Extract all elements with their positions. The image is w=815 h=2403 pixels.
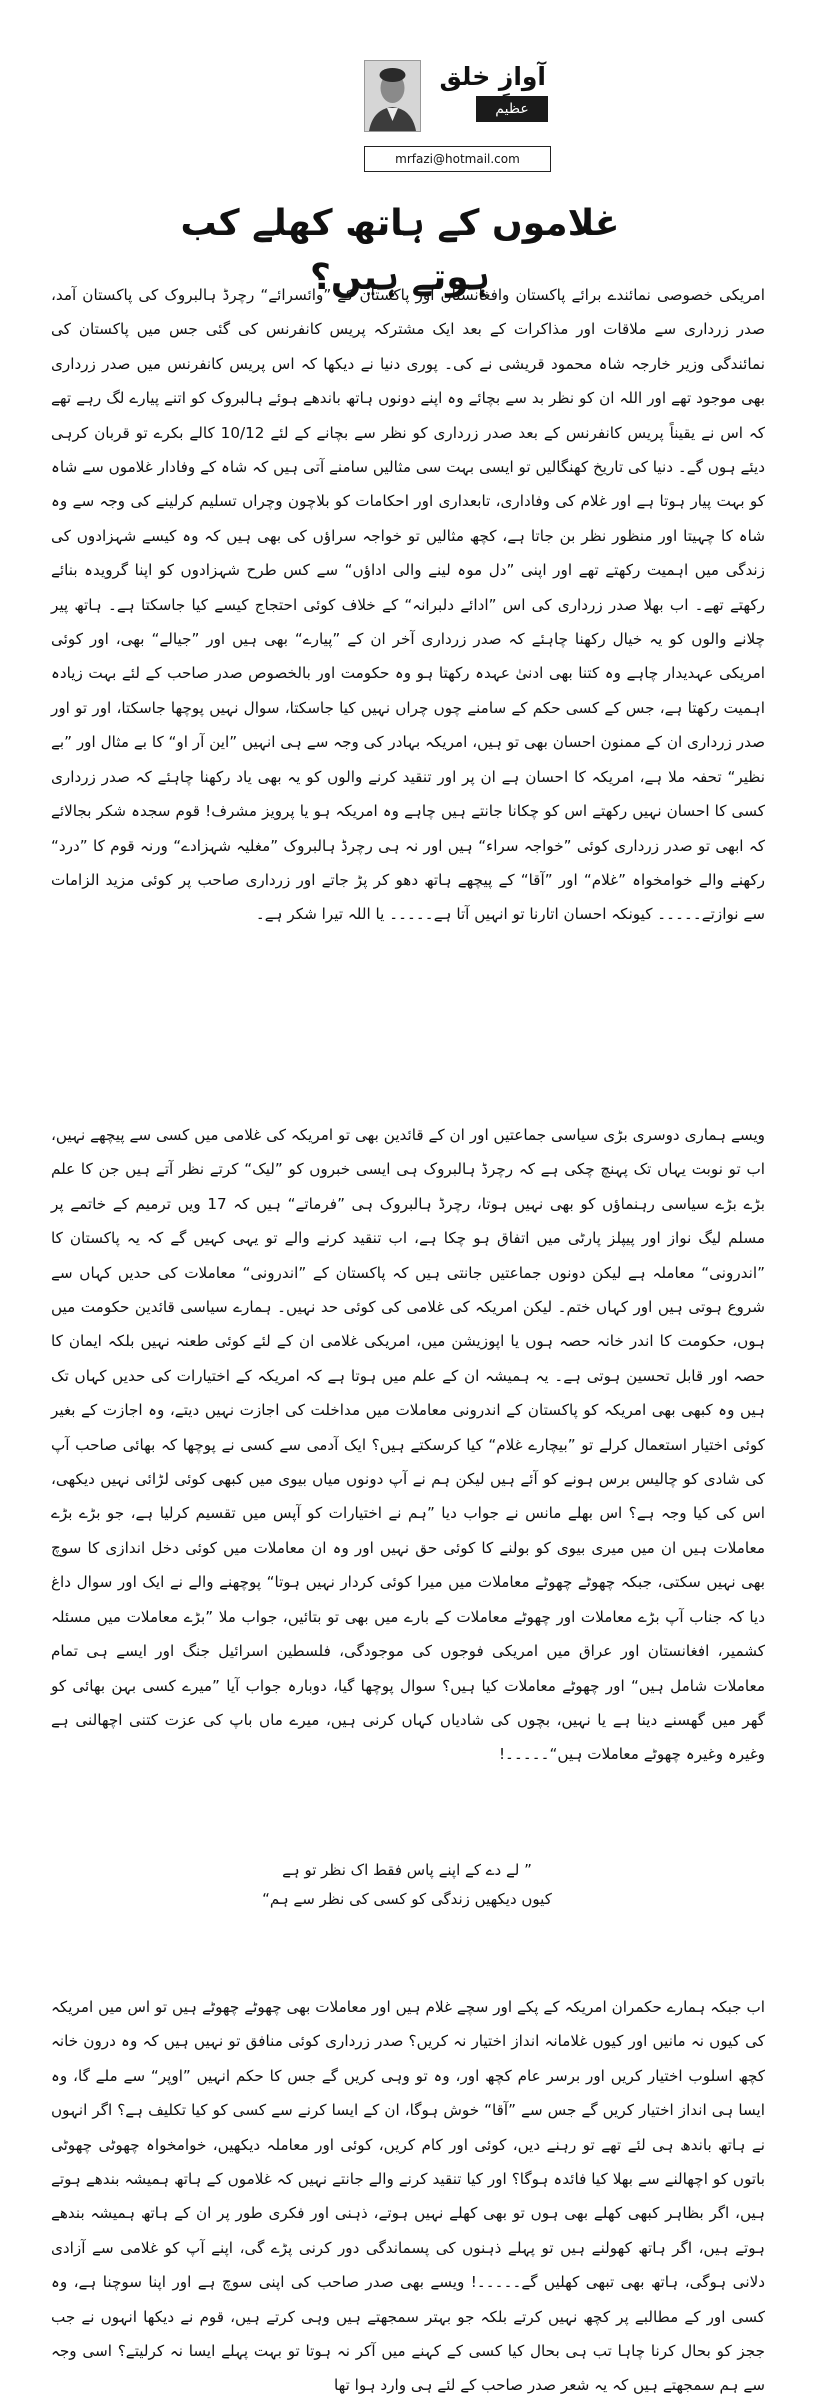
article-paragraph-1: امریکی خصوصی نمائندے برائے پاکستان وافغانستان اور پاکستان کے ”وائسرائے“ رچرڈ ہالبروک کی پاکستان آمد، صدر زرداری سے ملاقات اور مذاکرات کے بعد ایک مشترکہ پریس کانفرنس کی گئی جس میں پاکستان کی نمائندگی وزیر خارجہ شاہ محمود قریشی نے کی۔ پوری دنیا نے دیکھا کہ اس پریس کانفرنس میں صدر زرداری بھی موجود تھے اور اللہ ان کو نظر بد سے بچائے وہ اپنے دونوں ہاتھ باندھے ہوئے ہالبروک کو اتنے پیارے لگ رہے تھے کہ اس نے یقیناً پریس کانفرنس کے بعد صدر زرداری کو نظر سے بچانے کے لئے 10/12 کالے بکرے تو قربان کرہی دیئے ہوں گے۔ دنیا کی تاریخ کھنگالیں تو ایسی بہت سی مثالیں سامنے آتی ہیں کہ شاہ کے وفادار غلاموں سے شاہ کو بہت پیار ہوتا ہے اور غلام کی وفاداری، تابعداری اور احکامات کو بلاچون وچراں تسلیم کرلینے کی وجہ سے وہ شاہ کا چہیتا اور منظور نظر بن جاتا ہے، کچھ مثالیں تو خواجہ سراؤں کی بھی ہیں کہ وہ کیسے شہزادوں کی زندگی میں اہمیت رکھتے تھے اور اپنی ”دل موہ لینے والی اداؤں“ سے کس طرح شہزادوں کو اپنا گرویدہ بنائے رکھتے تھے۔ اب بھلا صدر زرداری کی اس ”ادائے دلبرانہ“ کے خلاف کوئی احتجاج کیسے کیا جاسکتا ہے۔ ہاتھ پیر چلانے والوں کو یہ خیال رکھنا چاہئے کہ صدر زرداری آخر ان کے ”پیارے“ بھی ہیں اور ”جیالے“ بھی، اور کوئی امریکی عہدیدار چاہے وہ کتنا بھی ادنیٰ عہدہ رکھتا ہو وہ حکومت اور بالخصوص صدر صاحب کے لئے بہت زیادہ اہمیت رکھتا ہے، جس کے کسی حکم کے سامنے چوں چراں نہیں کیا جاسکتا، سوال نہیں پوچھا جاسکتا، اور تو اور صدر زرداری ان کے ممنون احسان بھی تو ہیں، امریکہ بہادر کی وجہ سے ہی انہیں ”این آر او“ کا بے مثال اور ”بے نظیر“ تحفہ ملا ہے، امریکہ کا احسان ہے ان پر اور تنقید کرنے والوں کو یہ بھی یاد رکھنا چاہئے کہ صدر زرداری کسی کا احسان نہیں رکھتے اس کو چکانا جانتے ہیں چاہے وہ امریکہ ہو یا پرویز مشرف! قوم سجدہ شکر بجالائے کہ ابھی تو صدر زرداری کوئی ”خواجہ سراء“ ہیں اور نہ ہی رچرڈ ہالبروک ”مغلیہ شہزادے“ ورنہ قوم کا ”درد“ رکھنے والے خوامخواہ ”غلام“ اور ”آقا“ کے پیچھے ہاتھ دھو کر پڑ جاتے اور زرداری صاحب پر کوئی مزید الزامات سے نوازتے۔۔۔۔۔ کیونکہ احسان اتارنا تو انہیں آتا ہے۔۔۔۔۔ یا اللہ تیرا شکر ہے۔ bbox=[51, 286, 765, 924]
closing-verse-line-2: کیوں دیکھیں زندگی کو کسی کی نظر سے ہم“ bbox=[262, 1890, 552, 1908]
article-paragraph-2: ویسے ہماری دوسری بڑی سیاسی جماعتیں اور ان کے قائدین بھی تو امریکہ کی غلامی میں کسی سے پیچھے نہیں، اب تو نوبت یہاں تک پہنچ چکی ہے کہ رچرڈ ہالبروک ہی ایسی خبروں کو ”لیک“ کرتے نظر آتے ہیں جن کا علم بڑے بڑے سیاسی رہنماؤں کو بھی نہیں ہوتا، رچرڈ ہالبروک ہی ”فرماتے“ ہیں کہ 17 ویں ترمیم کے خاتمے پر مسلم لیگ نواز اور پیپلز پارٹی میں اتفاق ہو چکا ہے، اب تنقید کرنے والے تو یہی کہیں گے کہ یہ پاکستان کا ”اندرونی“ معاملہ ہے لیکن دونوں جماعتیں جانتی ہیں کہ پاکستان کے ”اندرونی“ معاملات کی حدیں کہاں سے شروع ہوتی ہیں اور کہاں ختم۔ لیکن امریکہ کی غلامی کی کوئی حد نہیں۔ ہمارے سیاسی قائدین حکومت میں ہوں، حکومت کا اندر خانہ حصہ ہوں یا اپوزیشن میں، امریکی غلامی ان کے لئے کوئی طعنہ نہیں بلکہ ایمان کا حصہ اور قابل تحسین ہوتی ہے۔ یہ ہمیشہ ان کے علم میں ہوتا ہے کہ امریکہ کے اختیارات کی حدیں کہاں تک ہیں وہ کبھی بھی امریکہ کو پاکستان کے اندرونی معاملات میں مداخلت کی اجازت نہیں دیتے، وہ اجازت کے بغیر کوئی اختیار استعمال کرلے تو ”بیچارے غلام“ کیا کرسکتے ہیں؟ ایک آدمی سے کسی نے پوچھا کہ بھائی صاحب آپ کی شادی کو چالیس برس ہونے کو آئے ہیں لیکن ہم نے آپ دونوں میاں بیوی میں کبھی کوئی لڑائی نہیں دیکھی، اس کی کیا وجہ ہے؟ اس بھلے مانس نے جواب دیا ”ہم نے اختیارات کو آپس میں تقسیم کرلیا ہے، جو بڑے بڑے معاملات ہیں ان میں میری بیوی کو بولنے کا کوئی حق نہیں اور وہ ان معاملات میں کوئی دخل اندازی کا سوچ بھی نہیں سکتی، جبکہ چھوٹے چھوٹے معاملات میں میرا کوئی کردار نہیں ہوتا“ پوچھنے والے نے ایک اور سوال داغ دیا کہ جناب آپ بڑے معاملات اور چھوٹے معاملات کے بارے میں بھی تو بتائیں، جواب ملا ”بڑے معاملات میں مسئلہ کشمیر، افغانستان اور عراق میں امریکی فوجوں کی موجودگی، فلسطین اسرائیل جنگ اور ایسے ہی تمام معاملات شامل ہیں“ اور چھوٹے معاملات کیا ہیں؟ سوال پوچھا گیا، دوبارہ جواب آیا ”میرے کسی بہن بھائی کو گھر میں گھسنے دینا ہے یا نہیں، بچوں کی شادیاں کہاں کرنی ہیں، میرے ماں باپ کی عزت کتنی اچھالنی ہے وغیرہ وغیرہ چھوٹے معاملات ہیں“۔۔۔۔۔! bbox=[51, 1126, 765, 1764]
author-email: mrfazi@hotmail.com bbox=[364, 146, 551, 172]
author-photo bbox=[364, 60, 421, 132]
article-paragraph-3: اب جبکہ ہمارے حکمران امریکہ کے پکے اور سچے غلام ہیں اور معاملات بھی چھوٹے چھوٹے ہیں تو اس میں امریکہ کی کیوں نہ مانیں اور کیوں غلامانہ انداز اختیار نہ کریں؟ صدر زرداری کوئی منافق تو نہیں ہیں کہ وہ درون خانہ کچھ اسلوب اختیار کریں اور برسر عام کچھ اور، وہ تو وہی کریں گے جس کا حکم انہیں ”اوپر“ سے ملے گا، وہ ایسا ہی انداز اختیار کریں گے جس سے ”آقا“ خوش ہوگا، ان کے ایسا کرنے سے کسی کو کیا تکلیف ہے؟ اگر انہوں نے ہاتھ باندھ ہی لئے تھے تو رہنے دیں، کوئی اور کام کریں، کوئی اور معاملہ دیکھیں، خوامخواہ چھوٹی چھوٹی باتوں کو اچھالنے سے بھلا کیا فائدہ ہوگا؟ اور کیا تنقید کرنے والے جانتے نہیں کہ غلاموں کے ہاتھ ہمیشہ بندھے ہوتے ہیں، اگر بظاہر کبھی کھلے بھی ہوں تو بھی کھلے نہیں ہوتے، ذہنی اور فکری طور پر ان کے ہاتھ ہمیشہ بندھے ہوتے ہیں، اگر ہاتھ کھولنے ہیں تو پہلے ذہنوں کی پسماندگی دور کرنی پڑے گی، اپنے آپ کو غلامی سے آزادی دلانی ہوگی، ہاتھ بھی تبھی کھلیں گے۔۔۔۔۔! ویسے بھی صدر صاحب کی اپنی سوچ ہے اور اپنا سوچنا ہے، وہ کسی اور کے مطالبے پر کچھ نہیں کرتے بلکہ جو بہتر سمجھتے ہیں وہی کرتے ہیں، قوم نے دیکھا انہوں نے جب ججز کو بحال کرنا چاہا تب ہی بحال کیا کسی کے کہنے میں آکر نہ ہوتا تو بہت پہلے ایسا نہ کرلیتے؟ اسی وجہ سے ہم سمجھتے ہیں کہ یہ شعر صدر صاحب کے لئے ہی وارد ہوا تھا bbox=[51, 1998, 765, 2395]
article-headline: غلاموں کے ہاتھ کھلے کب ہوتے ہیں؟ bbox=[180, 203, 620, 298]
column-name: آوازِ خلق bbox=[439, 62, 546, 91]
author-portrait-icon bbox=[365, 61, 420, 131]
closing-verse-line-1: ” لے دے کے اپنے پاس فقط اک نظر تو ہے bbox=[282, 1861, 532, 1879]
column-masthead bbox=[364, 60, 549, 173]
author-name: عظیم فیضی bbox=[476, 96, 548, 122]
